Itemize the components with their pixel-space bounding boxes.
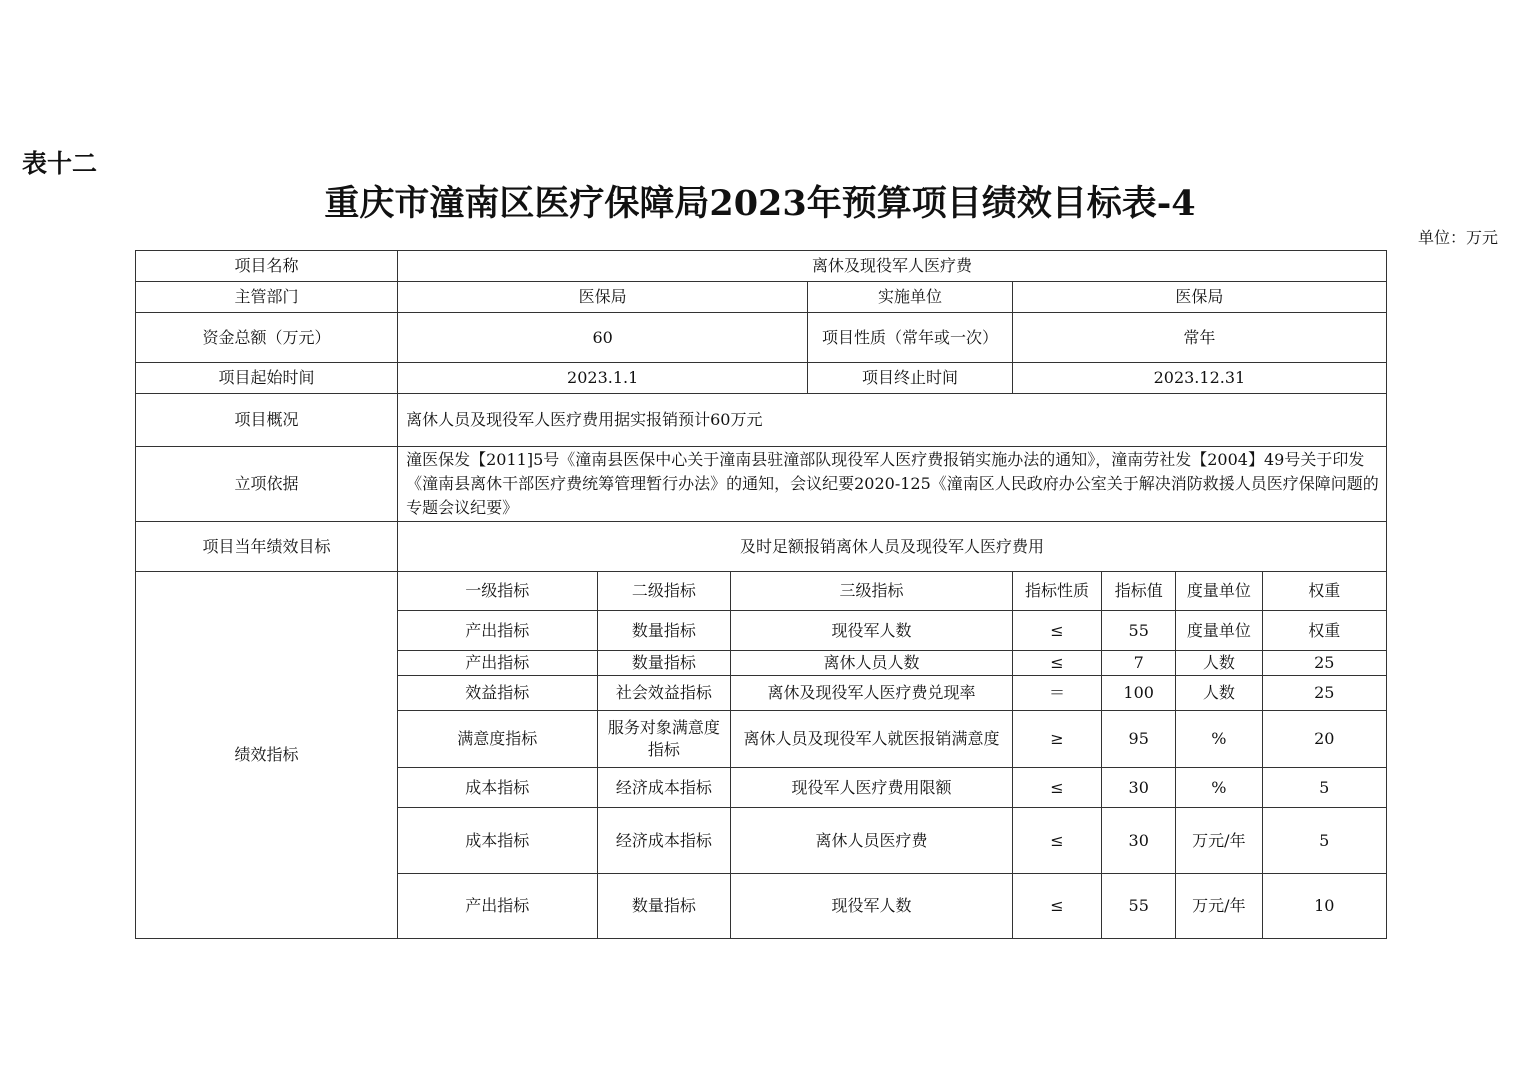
overview-value: 离休人员及现役军人医疗费用据实报销预计60万元 (398, 394, 1387, 447)
level1-cell: 产出指标 (398, 611, 597, 651)
weight-cell: 25 (1262, 676, 1386, 711)
unit-cell: 人数 (1176, 651, 1262, 676)
project-name-label: 项目名称 (136, 251, 398, 282)
nature-cell: ≤ (1012, 768, 1101, 808)
level2-cell: 数量指标 (597, 611, 731, 651)
level3-cell: 现役军人数 (731, 874, 1013, 939)
level2-cell: 经济成本指标 (597, 768, 731, 808)
impl-value: 医保局 (1012, 282, 1386, 313)
indicator-header-row (136, 572, 1387, 611)
fund-value: 60 (398, 313, 808, 363)
nature-cell: ≥ (1012, 711, 1101, 768)
header-weight: 权重 (1262, 572, 1386, 611)
goal-value: 及时足额报销离休人员及现役军人医疗费用 (398, 522, 1387, 572)
goal-label: 项目当年绩效目标 (136, 522, 398, 572)
performance-table (135, 250, 1387, 939)
level3-cell: 离休及现役军人医疗费兑现率 (731, 676, 1013, 711)
indicators-section-label: 绩效指标 (136, 572, 398, 939)
dept-label: 主管部门 (136, 282, 398, 313)
dept-value: 医保局 (398, 282, 808, 313)
row-overview (136, 394, 1387, 447)
value-cell: 100 (1102, 676, 1176, 711)
header-level3: 三级指标 (731, 572, 1013, 611)
start-value: 2023.1.1 (398, 363, 808, 394)
unit-cell: 万元/年 (1176, 874, 1262, 939)
overview-label: 项目概况 (136, 394, 398, 447)
header-nature: 指标性质 (1012, 572, 1101, 611)
value-cell: 30 (1102, 768, 1176, 808)
header-unit: 度量单位 (1176, 572, 1262, 611)
end-label: 项目终止时间 (808, 363, 1013, 394)
weight-cell: 25 (1262, 651, 1386, 676)
row-fund (136, 313, 1387, 363)
level1-cell: 效益指标 (398, 676, 597, 711)
start-label: 项目起始时间 (136, 363, 398, 394)
row-project-name (136, 251, 1387, 282)
weight-cell: 权重 (1262, 611, 1386, 651)
unit-cell: % (1176, 768, 1262, 808)
row-dept (136, 282, 1387, 313)
document-title: 重庆市潼南区医疗保障局2023年预算项目绩效目标表-4 (324, 183, 1196, 224)
unit-cell: % (1176, 711, 1262, 768)
level2-cell: 经济成本指标 (597, 808, 731, 874)
level1-cell: 满意度指标 (398, 711, 597, 768)
row-dates (136, 363, 1387, 394)
level3-cell: 离休人员医疗费 (731, 808, 1013, 874)
value-cell: 7 (1102, 651, 1176, 676)
value-cell: 55 (1102, 611, 1176, 651)
basis-label: 立项依据 (136, 447, 398, 522)
row-basis (136, 447, 1387, 522)
nature-cell: ≤ (1012, 611, 1101, 651)
row-goal (136, 522, 1387, 572)
header-level2: 二级指标 (597, 572, 731, 611)
nature-value: 常年 (1012, 313, 1386, 363)
unit-note: 单位：万元 (1417, 228, 1498, 247)
level3-cell: 离休人员人数 (731, 651, 1013, 676)
weight-cell: 20 (1262, 711, 1386, 768)
level3-cell: 现役军人医疗费用限额 (731, 768, 1013, 808)
weight-cell: 10 (1262, 874, 1386, 939)
project-name-value: 离休及现役军人医疗费 (398, 251, 1387, 282)
nature-cell: ≤ (1012, 874, 1101, 939)
level3-cell: 现役军人数 (731, 611, 1013, 651)
level2-cell: 数量指标 (597, 874, 731, 939)
level2-cell: 数量指标 (597, 651, 731, 676)
end-value: 2023.12.31 (1012, 363, 1386, 394)
fund-label: 资金总额（万元） (136, 313, 398, 363)
nature-cell: ≤ (1012, 808, 1101, 874)
weight-cell: 5 (1262, 768, 1386, 808)
header-level1: 一级指标 (398, 572, 597, 611)
level1-cell: 成本指标 (398, 808, 597, 874)
header-value: 指标值 (1102, 572, 1176, 611)
level1-cell: 产出指标 (398, 874, 597, 939)
level2-cell: 社会效益指标 (597, 676, 731, 711)
level3-cell: 离休人员及现役军人就医报销满意度 (731, 711, 1013, 768)
basis-value: 潼医保发【2011]5号《潼南县医保中心关于潼南县驻潼部队现役军人医疗费报销实施办法的通知》，潼南劳社发【2004】49号关于印发《潼南县离休干部医疗费统筹管理暂行办法》的通知，会议纪要2020-125《潼南区人民政府办公室关于解决消防救援人员医疗保障问题的专题会议纪要》 (398, 447, 1387, 522)
value-cell: 30 (1102, 808, 1176, 874)
level1-cell: 产出指标 (398, 651, 597, 676)
unit-cell: 度量单位 (1176, 611, 1262, 651)
nature-cell: ＝ (1012, 676, 1101, 711)
nature-cell: ≤ (1012, 651, 1101, 676)
value-cell: 55 (1102, 874, 1176, 939)
impl-label: 实施单位 (808, 282, 1013, 313)
level1-cell: 成本指标 (398, 768, 597, 808)
nature-label: 项目性质（常年或一次） (808, 313, 1013, 363)
unit-cell: 人数 (1176, 676, 1262, 711)
value-cell: 95 (1102, 711, 1176, 768)
table-label: 表十二 (22, 149, 98, 178)
level2-cell: 服务对象满意度指标 (597, 711, 731, 768)
weight-cell: 5 (1262, 808, 1386, 874)
unit-cell: 万元/年 (1176, 808, 1262, 874)
